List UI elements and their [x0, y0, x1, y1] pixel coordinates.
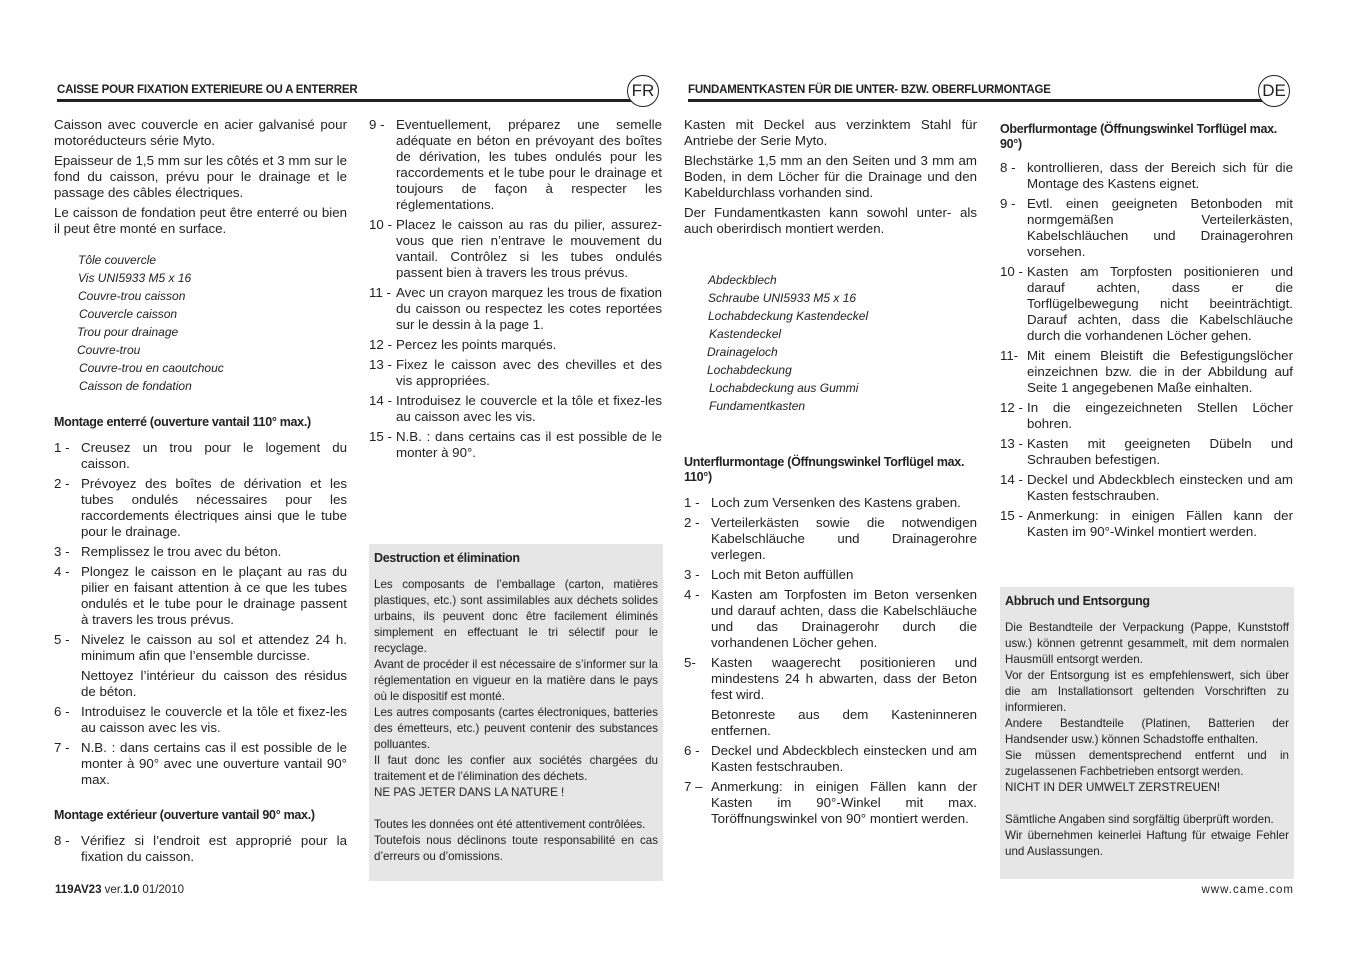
de-disposal-warning: NICHT IN DER UMWELT ZERSTREUEN!: [1005, 781, 1221, 794]
fr-disposal-box: [369, 544, 663, 881]
de-disclaimer: Sämtliche Angaben sind sorgfältig überprüft worden.: [1005, 813, 1274, 826]
de-column-1: [684, 117, 977, 831]
list-item: 7 – Anmerkung: in einigen Fällen kann der Kasten im 90°-Winkel mit max. Toröffnungswinkel von 90° montiert werden.: [684, 779, 977, 826]
de-column-2: [1000, 122, 1293, 544]
fr-intro-3: Le caisson de fondation peut être enterré ou bien il peut être monté en surface.: [54, 205, 347, 236]
de-part: Abdeckblech: [708, 273, 777, 287]
fr-part: Couvercle caisson: [79, 307, 178, 321]
fr-disclaimer: Toutes les données ont été attentivement contrôlées.: [374, 818, 646, 831]
de-part: Fundamentkasten: [709, 399, 806, 413]
list-item: 12 - Percez les points marqués.: [369, 337, 557, 352]
list-item: 5 - Nivelez le caisson au sol et attendez 24 h. minimum afin que l’ensemble durcisse.: [54, 632, 347, 663]
list-item: 4 - Kasten am Torpfosten im Beton versenken und darauf achten, dass die Kabelschläuche und das Drainagerohr durch die vorhandenen Löcher gehen.: [684, 587, 977, 650]
list-item: 6 - Deckel und Abdeckblech einstecken und am Kasten festschrauben.: [684, 743, 977, 774]
de-section-underground: Unterflurmontage (Öffnungswinkel Torflügel max. 110°): [684, 455, 965, 484]
de-part: Schraube UNI5933 M5 x 16: [708, 291, 857, 305]
de-part: Lochabdeckung: [707, 363, 792, 377]
doc-date: 01/2010: [142, 884, 184, 896]
fr-intro-1: Caisson avec couvercle en acier galvanisé pour motoréducteurs série Myto.: [54, 117, 347, 148]
list-item: 14 - Deckel und Abdeckblech einstecken und am Kasten festschrauben.: [1000, 472, 1293, 503]
fr-disposal-text: Avant de procéder il est nécessaire de s’informer sur la réglementation en vigueur en la matière dans le pays où le dispositif est monté.: [374, 658, 658, 703]
list-item: 10 - Kasten am Torpfosten positionieren und darauf achten, dass er die Torflügelbewegung nicht beeinträchtigt. Darauf achten, dass die Kabelschläuche durch die vorhandenen Löcher gehen.: [1000, 264, 1293, 343]
fr-disclaimer: Toutefois nous déclinons toute responsabilité en cas d’erreurs ou d’omissions.: [374, 834, 658, 863]
fr-language-badge: FR: [627, 75, 659, 107]
de-part: Drainageloch: [707, 345, 778, 359]
list-item: 3 - Remplissez le trou avec du béton.: [54, 544, 282, 559]
fr-header-title: CAISSE POUR FIXATION EXTERIEURE OU A ENTERRER: [57, 84, 358, 96]
fr-disposal-text: Les autres composants (cartes électroniques, batteries des émetteurs, etc.) peuvent contenir des substances polluantes.: [374, 706, 658, 751]
list-item: 1 - Loch zum Versenken des Kastens graben.: [684, 495, 961, 510]
de-disposal-box: [1000, 587, 1294, 879]
fr-section-surface: Montage extérieur (ouverture vantail 90° max.): [54, 808, 315, 822]
fr-part: Couvre-trou en caoutchouc: [79, 361, 224, 375]
de-part: Lochabdeckung Kastendeckel: [708, 309, 869, 323]
de-intro-3: Der Fundamentkasten kann sowohl unter- als auch oberirdisch montiert werden.: [684, 205, 977, 236]
fr-disposal-warning: NE PAS JETER DANS LA NATURE !: [374, 786, 565, 799]
list-item: 2 - Verteilerkästen sowie die notwendigen Kabelschläuche und Drainagerohre verlegen.: [684, 515, 977, 562]
de-intro-1: Kasten mit Deckel aus verzinktem Stahl für Antriebe der Serie Myto.: [684, 117, 977, 148]
list-item: 10 - Placez le caisson au ras du pilier, assurez-vous que rien n’entrave le mouvement du vantail. Contrôlez si les tubes ondulés passent bien à travers les trous prévus.: [369, 217, 662, 280]
list-item: 1 - Creusez un trou pour le logement du caisson.: [54, 440, 347, 471]
list-item: 9 - Evtl. einen geeigneten Betonboden mit normgemäßen Verteilerkästen, Kabelschläuchen und Drainagerohren vorsehen.: [1000, 196, 1293, 259]
list-item: 13 - Kasten mit geeigneten Dübeln und Schrauben befestigen.: [1000, 436, 1293, 467]
de-disclaimer: Wir übernehmen keinerlei Haftung für etwaige Fehler und Auslassungen.: [1005, 829, 1289, 858]
de-parts-list: [684, 271, 977, 415]
de-header-rule: [688, 99, 1273, 102]
list-item: 9 - Eventuellement, préparez une semelle adéquate en béton en prévoyant des boîtes de dérivation, les tubes ondulés pour les raccordements et le tube pour le drainage et toujours de façon à respecter les réglementations.: [369, 117, 662, 212]
fr-part: Trou pour drainage: [77, 325, 179, 339]
list-item: 6 - Introduisez le couvercle et la tôle et fixez-les au caisson avec les vis.: [54, 704, 347, 735]
version-label: ver.: [104, 884, 124, 896]
list-item: 8 - Vérifiez si l’endroit est approprié pour la fixation du caisson.: [54, 833, 347, 864]
fr-intro-2: Epaisseur de 1,5 mm sur les côtés et 3 mm sur le fond du caisson, prévu pour le drainage et le passage des câbles électriques.: [54, 153, 347, 200]
list-item: 13 - Fixez le caisson avec des chevilles et des vis appropriées.: [369, 357, 662, 388]
de-part: Kastendeckel: [709, 327, 782, 341]
list-item: 3 - Loch mit Beton auffüllen: [684, 567, 854, 582]
footer-website: www.came.com: [1201, 884, 1294, 896]
de-part: Lochabdeckung aus Gummi: [709, 381, 859, 395]
doc-code: 119AV23: [55, 884, 102, 896]
fr-disposal-text: Les composants de l’emballage (carton, matières plastiques, etc.) sont assimilables aux déchets solides urbains, ils peuvent donc être facilement éliminés simplement en effectuant le tri sélectif pour le recyclage.: [374, 578, 658, 655]
list-item: 4 - Plongez le caisson en le plaçant au ras du pilier en faisant attention à ce que les tubes ondulés et le tube pour le drainage passent à travers les trous prévus.: [54, 564, 347, 627]
version-number: 1.0: [123, 884, 140, 896]
list-item: Nettoyez l’intérieur du caisson des résidus de béton.: [81, 668, 347, 699]
de-section-surface: Oberflurmontage (Öffnungswinkel Torflügel max. 90°): [1000, 122, 1277, 151]
list-item: 11 - Avec un crayon marquez les trous de fixation du caisson ou respectez les cotes reportées sur le dessin à la page 1.: [369, 285, 662, 332]
de-language-badge: DE: [1258, 75, 1290, 107]
list-item: 12 - In die eingezeichneten Stellen Löcher bohren.: [1000, 400, 1293, 431]
list-item: 8 - kontrollieren, dass der Bereich sich für die Montage des Kastens eignet.: [1000, 160, 1293, 191]
list-item: 7 - N.B. : dans certains cas il est possible de le monter à 90° avec une ouverture vantail 90° max.: [54, 740, 347, 787]
fr-part: Couvre-trou caisson: [78, 289, 186, 303]
de-disposal-text: Die Bestandteile der Verpackung (Pappe, Kunststoff usw.) können getrennt gesammelt, mit dem normalen Hausmüll entsorgt werden.: [1005, 621, 1289, 666]
de-disposal-text: Sie müssen dementsprechend entfernt und in zugelassenen Fachbetrieben entsorgt werden.: [1005, 749, 1289, 778]
de-disposal-text: Andere Bestandteile (Platinen, Batterien der Handsender usw.) können Schadstoffe enthalten.: [1005, 717, 1289, 746]
list-item: 15 - Anmerkung: in einigen Fällen kann der Kasten im 90°-Winkel montiert werden.: [1000, 508, 1293, 539]
list-item: 14 - Introduisez le couvercle et la tôle et fixez-les au caisson avec les vis.: [369, 393, 662, 424]
list-item: 11- Mit einem Bleistift die Befestigungslöcher einzeichnen bzw. die in der Abbildung auf Seite 1 angegebenen Maße einhalten.: [1000, 348, 1293, 395]
fr-section-underground: Montage enterré (ouverture vantail 110° max.): [54, 415, 311, 429]
fr-column-1: [54, 117, 347, 869]
fr-part: Vis UNI5933 M5 x 16: [78, 271, 192, 285]
list-item: 15 - N.B. : dans certains cas il est possible de le monter à 90°.: [369, 429, 662, 460]
de-disposal-text: Vor der Entsorgung ist es empfehlenswert, sich über die am Installationsort geltenden Vorschriften zu informieren.: [1005, 669, 1289, 714]
fr-disposal-title: Destruction et élimination: [374, 551, 520, 565]
fr-part: Tôle couvercle: [78, 253, 157, 267]
footer-document-code: [55, 884, 184, 896]
de-header-title: FUNDAMENTKASTEN FÜR DIE UNTER- BZW. OBERFLURMONTAGE: [688, 84, 1051, 96]
fr-part: Couvre-trou: [77, 343, 141, 357]
fr-part: Caisson de fondation: [79, 379, 192, 393]
de-disposal-title: Abbruch und Entsorgung: [1005, 594, 1150, 608]
list-item: 5- Kasten waagerecht positionieren und mindestens 24 h abwarten, dass der Beton fest wird.: [684, 655, 977, 702]
fr-parts-list: [54, 251, 347, 395]
fr-disposal-text: Il faut donc les confier aux sociétés chargées du traitement et de l’élimination des déchets.: [374, 754, 658, 783]
de-intro-2: Blechstärke 1,5 mm an den Seiten und 3 mm am Boden, in dem Löcher für die Drainage und den Kabeldurchlass vorhanden sind.: [684, 153, 977, 200]
list-item: 2 - Prévoyez des boîtes de dérivation et les tubes ondulés nécessaires pour les raccordements électriques ainsi que le tube pour le drainage.: [54, 476, 347, 539]
fr-column-2: [369, 117, 662, 465]
fr-header-rule: [57, 99, 637, 102]
list-item: Betonreste aus dem Kasteninneren entfernen.: [711, 707, 977, 738]
